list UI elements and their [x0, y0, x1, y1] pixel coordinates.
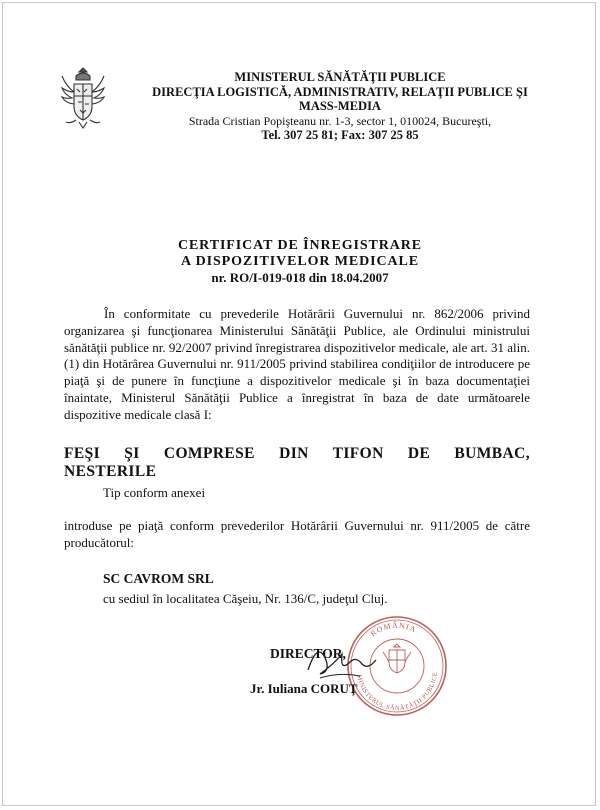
- certificate-title: [60, 238, 540, 286]
- manufacturer-address: cu sediul în localitatea Căşeiu, Nr. 136/C, judeţul Cluj.: [103, 591, 388, 606]
- certificate-number: nr. RO/I-019-018 din 18.04.2007: [211, 270, 389, 285]
- title-line-2: A DISPOZITIVELOR MEDICALE: [181, 254, 419, 269]
- manufacturer-name: SC CAVROM SRL: [103, 571, 214, 586]
- title-line-1: CERTIFICAT DE ÎNREGISTRARE: [177, 238, 423, 253]
- stamp-top-text: ROMÂNIA: [368, 620, 419, 639]
- address-line: Strada Cristian Popişteanu nr. 1-3, sector 1, 010024, Bucureşti,: [188, 113, 492, 128]
- product-name-line-1: FEŞI ŞI COMPRESE DIN TIFON DE BUMBAC,: [64, 445, 530, 462]
- ministry-name: MINISTERUL SĂNĂTĂŢII PUBLICE: [234, 70, 446, 84]
- manufacturer-intro: introduse pe piaţă conform prevederilor Hotărârii Guvernului nr. 911/2005 de către producătorul:: [64, 518, 530, 550]
- directorate-name-continued: MASS-MEDIA: [299, 99, 381, 113]
- phone-fax-line: Tel. 307 25 81; Fax: 307 25 85: [261, 128, 419, 142]
- coat-of-arms-icon: [52, 62, 114, 130]
- signer-role: DIRECTOR,: [270, 646, 346, 661]
- main-paragraph: În conformitate cu prevederile Hotărârii Guvernului nr. 862/2006 privind organizarea şi funcţionarea Ministerului Sănătăţii Publice, ale Ordinului ministrului sănătăţii publice nr. 92/2007 privind înregistrarea dispozitivelor medicale, ale art. 31 alin. (1) din Hotărârea Guvernului nr. 911/2005 privind stabilirea condiţiilor de introducere pe piaţă şi de punere în funcţiune a dispozitivelor medicale şi în baza documentaţiei înaintate, Ministerul Sănătăţii Publice a înregistrat în baza de date următoarele dispozitive medicale clasă I:: [64, 306, 530, 422]
- stamp-side-text: MINISTERUL SĂNĂTĂŢII PUBLICE: [355, 671, 439, 713]
- signer-name: Jr. Iuliana CORUŢ: [250, 681, 358, 696]
- letterhead: [130, 70, 550, 143]
- directorate-name: DIRECŢIA LOGISTICĂ, ADMINISTRATIV, RELAŢII PUBLICE ŞI: [152, 84, 528, 99]
- product-name-line-2: NESTERILE: [64, 463, 157, 480]
- type-note: Tip conform anexei: [103, 485, 206, 500]
